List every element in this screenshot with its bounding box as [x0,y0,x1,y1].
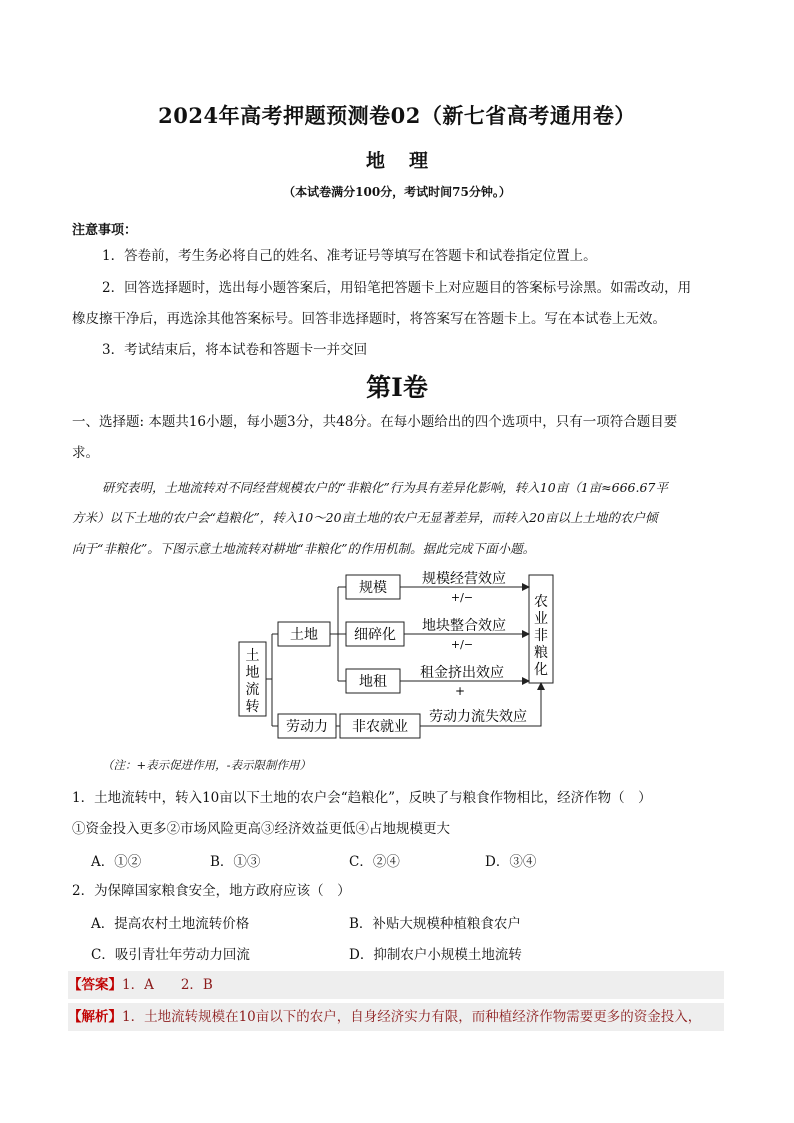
target-char-2: 业 [534,611,548,627]
analysis-label: 【解析】 [68,1009,122,1025]
question-1-sub: ①资金投入更多②市场风险更高③经济效益更低④占地规模更大 [72,821,450,837]
question-1-option-d: D．③④ [485,854,537,870]
root-char-4: 转 [245,699,260,715]
target-char-1: 农 [534,594,548,610]
sign-scale-label: +/− [450,591,474,604]
notice-line-2: 2．回答选择题时，选出每小题答案后，用铅笔把答题卡上对应题目的答案标号涂黑。如需改动，用 [102,280,692,296]
root-char-2: 地 [245,665,260,681]
scale-label: 规模 [359,580,387,596]
question-2-option-b: B．补贴大规模种植粮食农户 [349,916,521,932]
effect-scale-label: 规模经营效应 [422,571,506,587]
question-2-option-d: D．抑制农户小规模土地流转 [349,947,522,963]
answer-text: 1．A 2．B [122,977,213,993]
analysis-text: 1．土地流转规模在10亩以下的农户，自身经济实力有限，而种植经济作物需要更多的资金投入， [122,1009,702,1025]
passage-line-3: 向于“非粮化”。下图示意土地流转对耕地“非粮化”的作用机制。据此完成下面小题。 [72,541,536,556]
mechanism-diagram [236,570,566,750]
question-1-option-c: C．②④ [349,854,400,870]
section-title: 第I卷 [366,373,428,402]
effect-fragment-label: 地块整合效应 [422,618,506,634]
subject-title [0,146,794,173]
question-2-option-a: A．提高农村土地流转价格 [91,916,250,932]
subject-char-1: 地 [365,150,385,172]
section-instruction-2: 求。 [72,445,99,461]
labor-label: 劳动力 [286,719,328,735]
target-char-5: 化 [534,662,548,678]
page-title: 2024年高考押题预测卷02（新七省高考通用卷） [158,103,636,128]
fragment-label: 细碎化 [354,627,396,643]
exam-info: （本试卷满分100分，考试时间75分钟。） [283,185,511,199]
notice-line-3: 橡皮擦干净后，再选涂其他答案标号。回答非选择题时，将答案写在答题卡上。写在本试卷上无效。 [72,311,666,327]
sign-rent-label: + [454,684,466,698]
analysis-row [68,1003,724,1031]
question-2-option-c: C．吸引青壮年劳动力回流 [91,947,250,963]
passage-line-1: 研究表明，土地流转对不同经营规模农户的“非粮化”行为具有差异化影响，转入10亩（1亩≈666.67平 [102,480,668,495]
effect-labor-label: 劳动力流失效应 [429,709,527,725]
question-1-option-a: A．①② [91,854,142,870]
target-char-4: 粮 [534,645,548,661]
effect-rent-label: 租金挤出效应 [420,665,504,681]
notice-title: 注意事项： [72,223,138,238]
subject-char-2: 理 [409,150,429,172]
diagram-note: （注：+表示促进作用，-表示限制作用） [102,758,312,772]
rent-label: 地租 [359,674,387,690]
question-1-option-b: B．①③ [210,854,261,870]
notice-line-4: 3．考试结束后，将本试卷和答题卡一并交回 [102,342,368,358]
question-1-stem: 1．土地流转中，转入10亩以下土地的农户会“趋粮化”，反映了与粮食作物相比，经济作物（ ） [72,790,652,806]
nonfarm-label: 非农就业 [352,719,408,735]
question-2-stem: 2．为保障国家粮食安全，地方政府应该（ ） [72,883,351,899]
answer-label: 【答案】 [68,977,122,993]
answer-row [68,971,724,999]
notice-line-1: 1．答卷前，考生务必将自己的姓名、准考证号等填写在答题卡和试卷指定位置上。 [102,248,597,264]
sign-fragment-label: +/− [450,638,474,651]
passage-line-2: 方米）以下土地的农户会“趋粮化”，转入10～20亩土地的农户无显著差异，而转入20亩以上土地的农户倾 [72,510,658,525]
target-char-3: 非 [534,628,548,644]
root-char-3: 流 [245,682,260,698]
land-label: 土地 [290,627,318,643]
root-char-1: 土 [245,648,260,664]
section-instruction-1: 一、选择题: 本题共16小题，每小题3分，共48分。在每小题给出的四个选项中，只有一项符合题目要 [72,414,678,430]
